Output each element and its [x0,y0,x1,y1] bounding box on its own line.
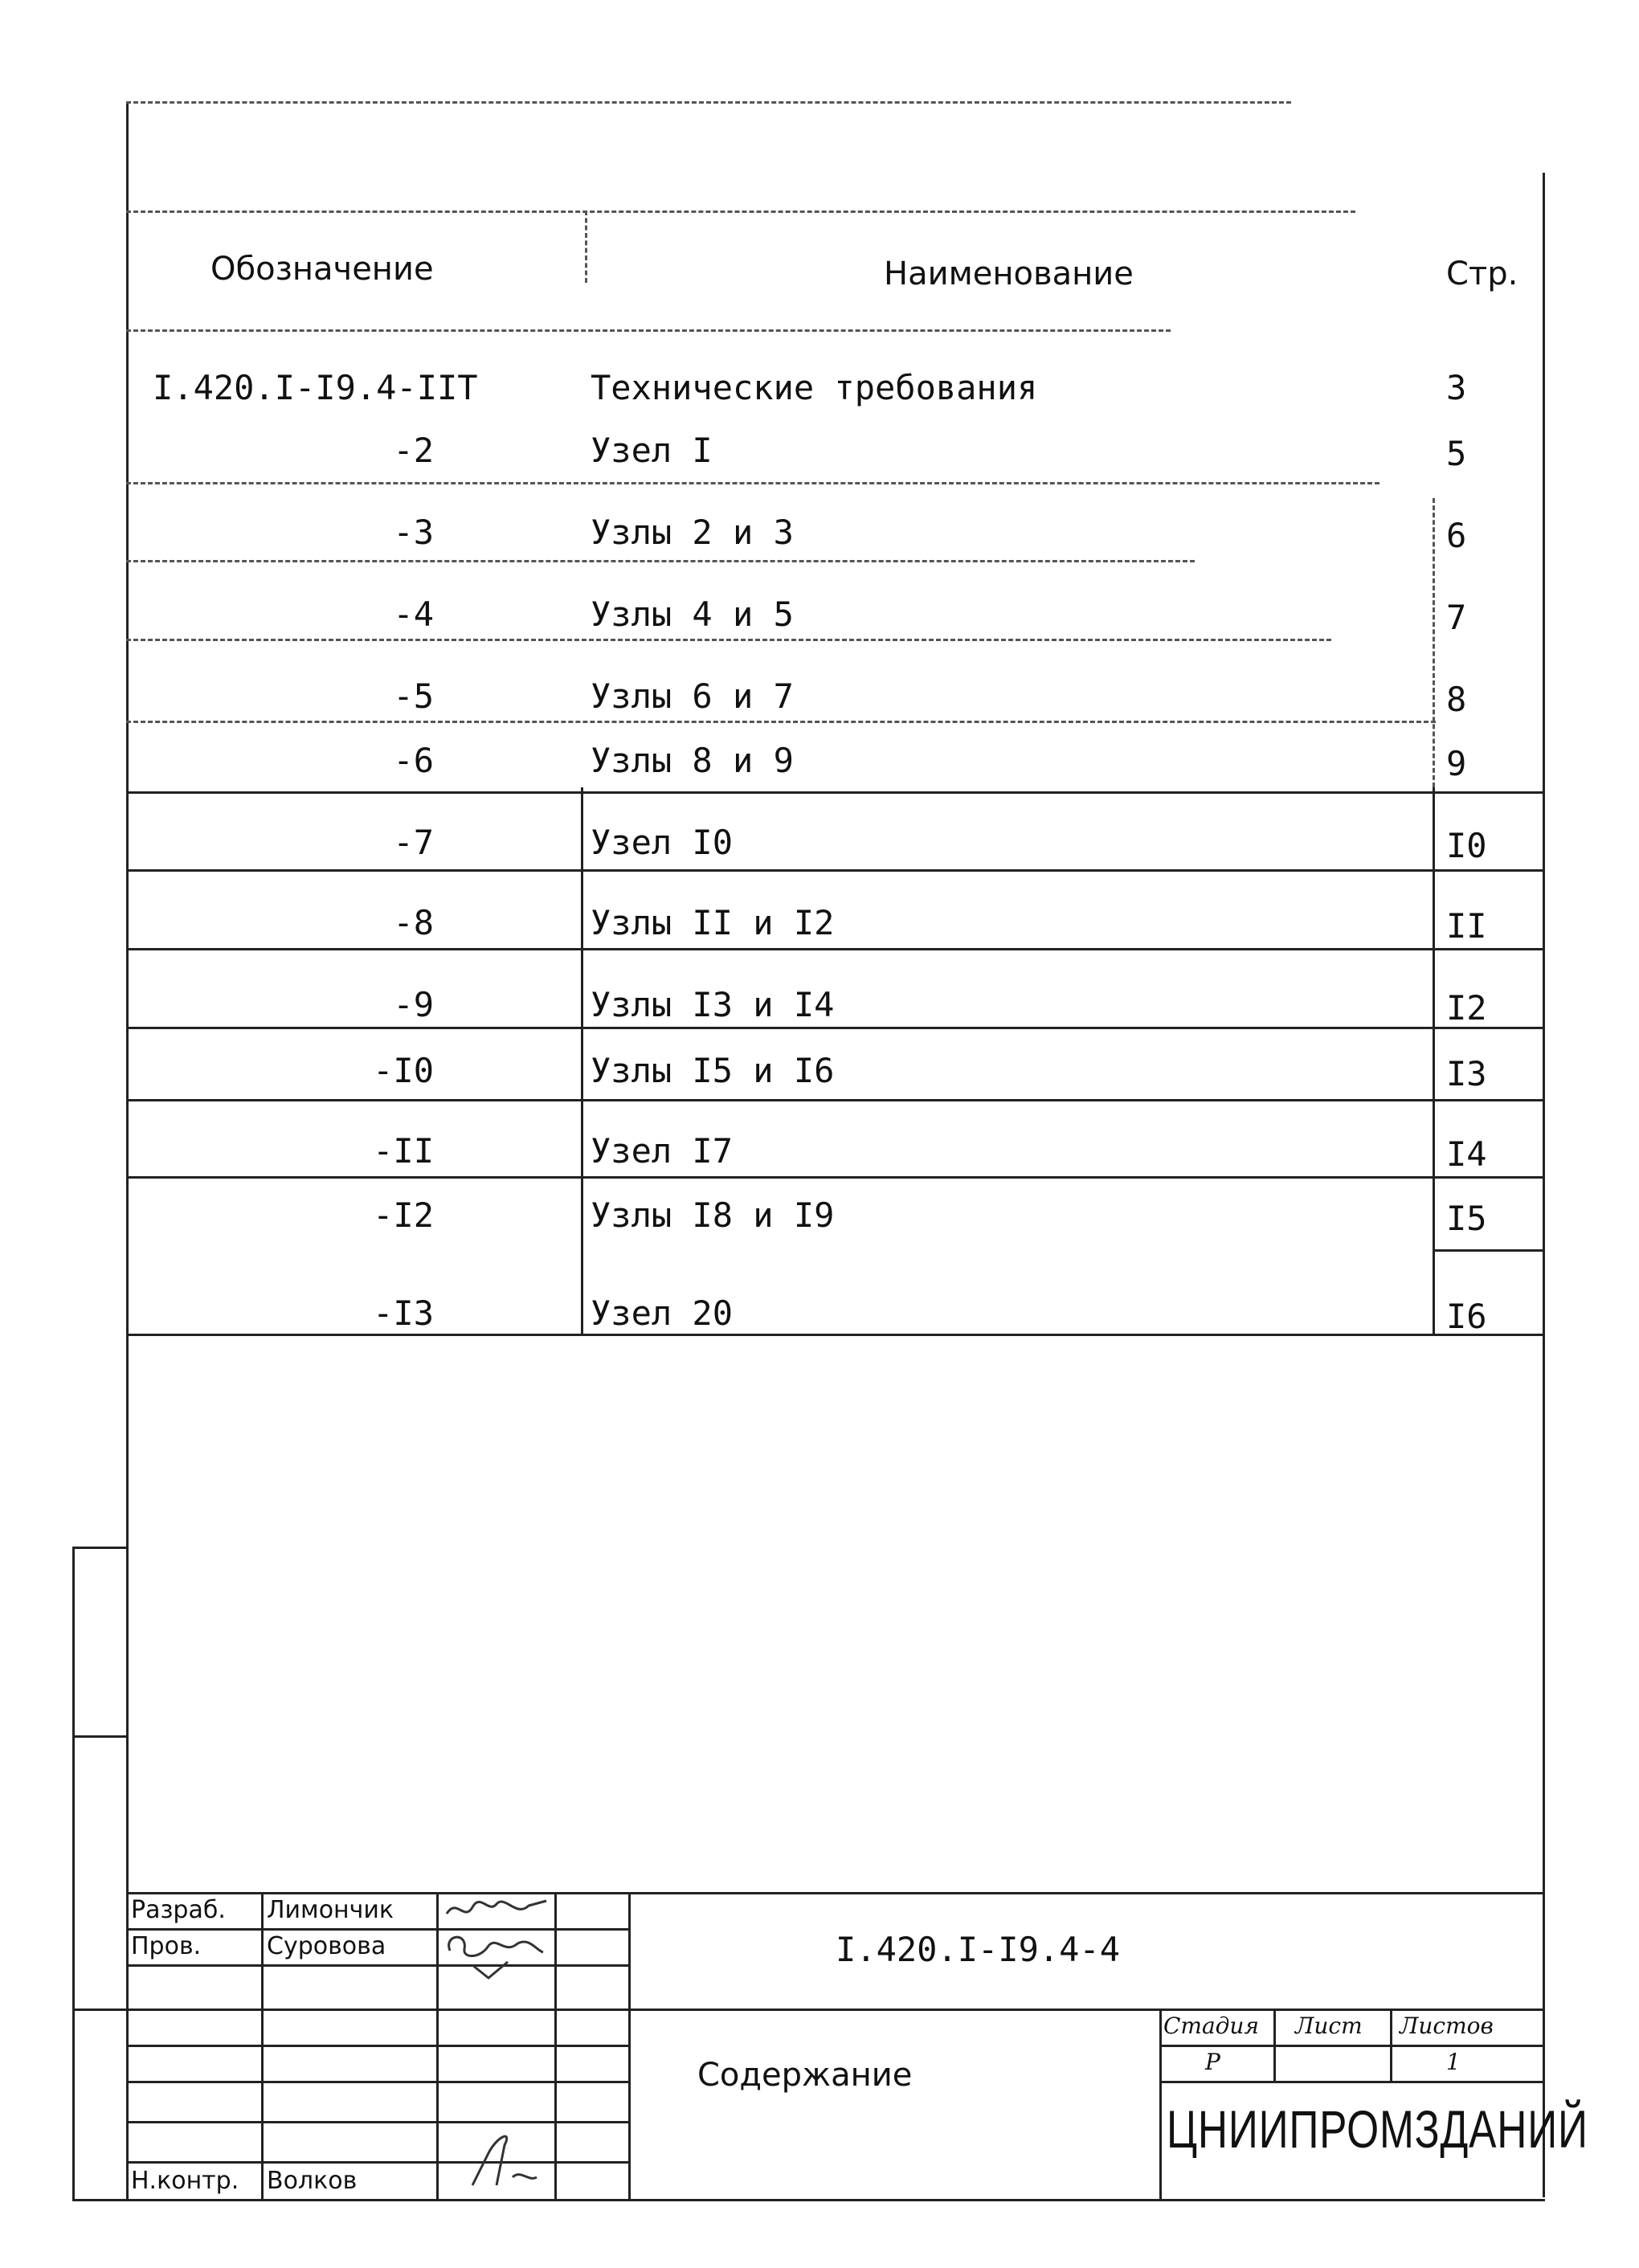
row-separator [126,1099,1545,1101]
sheet-value: 1 [1446,2049,1461,2075]
row-separator [126,791,1545,794]
table-bottom-line [126,1334,1545,1336]
row-separator [126,948,1545,950]
title-block-col [554,1892,557,2199]
frame-top-line [126,101,1291,104]
title-block-line [126,1928,628,1931]
header-page: Стр. [1446,255,1518,292]
row-page: I2 [1446,988,1487,1028]
row-name: Узлы I5 и I6 [591,1051,835,1090]
binding-strip-line [72,2009,129,2011]
row-name: Узлы 2 и 3 [591,513,794,552]
norm-control-name: Волков [267,2167,358,2195]
row-name: Технические требования [591,368,1038,407]
title-block-col [1159,2009,1162,2199]
binding-strip-line [72,1547,129,1549]
title-block-line [126,2161,628,2164]
row-name: Узлы 8 и 9 [591,741,794,780]
row-page: 7 [1446,598,1467,637]
developer-name: Лимончик [267,1896,394,1924]
row-code: -3 [393,513,434,552]
row-separator [126,721,1436,723]
row-code: -8 [393,903,434,942]
sheets-label: Листов [1400,2013,1494,2039]
row-code: -9 [393,985,434,1024]
row-name: Узлы 6 и 7 [591,676,794,716]
header-divider [585,210,587,283]
row-page: 8 [1446,680,1467,719]
row-page: 3 [1446,368,1467,407]
row-code: -II [373,1131,434,1171]
binding-strip-edge [72,1547,75,2199]
title-block-line [126,2009,1545,2011]
row-page: I0 [1446,826,1487,865]
binding-strip-line [72,1735,129,1738]
row-separator [126,1027,1545,1029]
column-divider-page-upper [1433,498,1435,787]
row-page: II [1446,906,1487,946]
row-page: 6 [1446,516,1467,555]
stage-label: Стадия [1163,2013,1259,2039]
document-code: I.420.I-I9.4-4 [836,1930,1121,1969]
row-page: I5 [1446,1199,1487,1238]
title-block-col [436,1892,439,2199]
checker-name: Суровова [267,1932,386,1960]
row-code: -2 [393,431,434,470]
row-page: I3 [1446,1054,1487,1093]
developer-label: Разраб. [131,1896,226,1924]
checker-signature [440,1927,553,1983]
title-block-top [126,1892,1545,1894]
frame-bottom-line [72,2199,1545,2201]
row-separator [126,1176,1545,1179]
row-page: 9 [1446,744,1467,783]
title-block-line [126,2081,628,2083]
table-header-top-line [126,210,1355,213]
checker-label: Пров. [131,1932,202,1960]
row-code: -6 [393,741,434,780]
row-name: Узел I7 [591,1131,734,1171]
header-name: Наименование [884,255,1134,292]
row-code: -I3 [373,1293,434,1333]
stage-value-line [1159,2081,1545,2083]
row-name: Узлы II и I2 [591,903,835,942]
document-title: Содержание [697,2057,913,2094]
row-code: I.420.I-I9.4-IIT [153,368,478,407]
norm-control-label: Н.контр. [131,2167,239,2195]
norm-control-signature [440,2113,553,2193]
title-block-line [126,2045,628,2047]
table-header-bottom-line [126,329,1171,332]
stage-col [1390,2009,1392,2081]
title-block-col [628,1892,631,2199]
row-name: Узлы I3 и I4 [591,985,835,1024]
row-code: -5 [393,676,434,716]
title-block-line [126,1964,628,1967]
row-name: Узел I [591,431,713,470]
row-name: Узлы 4 и 5 [591,595,794,634]
row-name: Узел 20 [591,1293,734,1333]
title-block-col [261,1892,264,2199]
row-code: -I2 [373,1195,434,1235]
row-code: -I0 [373,1051,434,1090]
organization-name: ЦНИИПРОМЗДАНИЙ [1167,2099,1588,2159]
row-page: I4 [1446,1134,1487,1174]
row-separator [126,639,1331,641]
row-code: -4 [393,595,434,634]
title-block-line [126,2121,628,2123]
header-designation: Обозначение [210,251,434,288]
row-separator [126,482,1379,484]
stage-value: Р [1205,2049,1220,2075]
stage-header-line [1159,2045,1545,2047]
row-separator [1433,1249,1545,1252]
row-page: 5 [1446,434,1467,473]
sheet-label: Лист [1295,2013,1363,2039]
developer-signature [440,1890,553,1930]
stage-col [1273,2009,1276,2081]
row-name: Узел I0 [591,823,734,862]
row-name: Узлы I8 и I9 [591,1195,835,1235]
row-code: -7 [393,823,434,862]
row-separator [126,560,1195,562]
row-separator [126,869,1545,872]
row-page: I6 [1446,1297,1487,1336]
